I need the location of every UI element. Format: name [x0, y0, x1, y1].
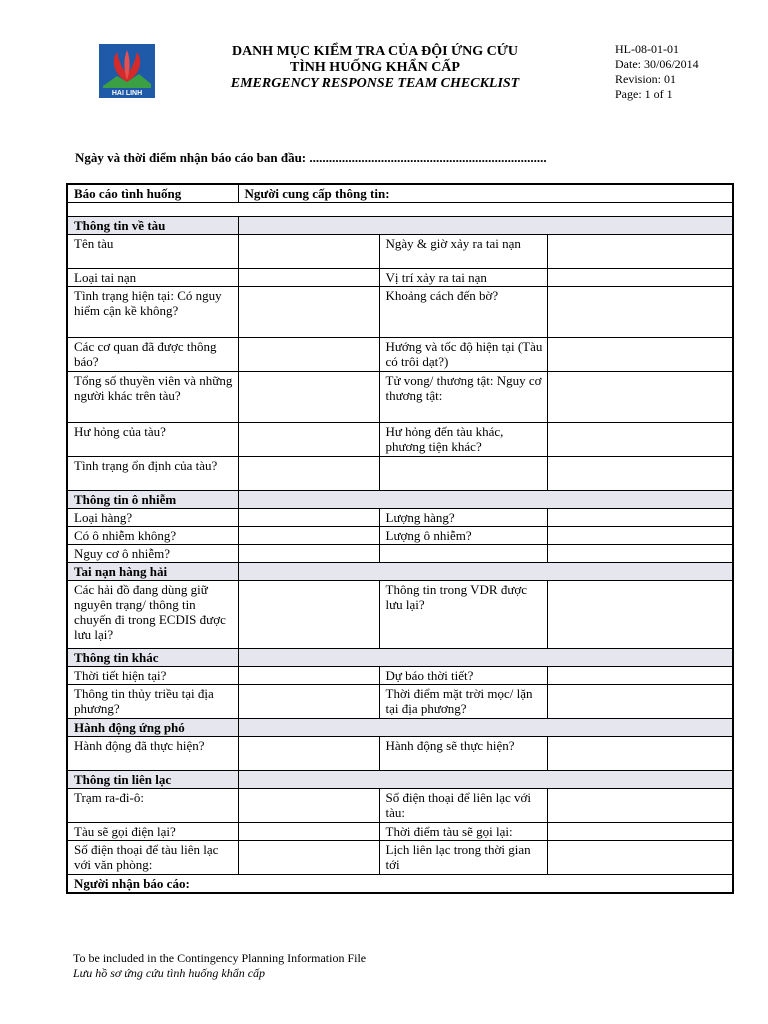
doc-date: Date: 30/06/2014 — [615, 57, 699, 71]
label-cargo-quantity: Lượng hàng? — [379, 509, 547, 527]
value-callback[interactable] — [238, 823, 379, 841]
empty-cell[interactable] — [547, 545, 733, 563]
section-row — [67, 563, 733, 581]
title-vietnamese-line1: DANH MỤC KIỂM TRA CỦA ĐỘI ỨNG CỨU — [231, 44, 519, 59]
title-english: EMERGENCY RESPONSE TEAM CHECKLIST — [230, 76, 520, 91]
section-row — [67, 491, 733, 509]
logo-wordmark: HAI LINH — [111, 90, 143, 97]
label-forecast: Dự báo thời tiết? — [379, 667, 547, 685]
doc-page: Page: 1 of 1 — [615, 87, 673, 101]
value-distance-to-shore[interactable] — [547, 287, 733, 338]
footer-vietnamese: Lưu hồ sơ ứng cứu tình huống khẩn cấp — [73, 966, 266, 980]
header-informant: Người cung cấp thông tin: — [238, 184, 733, 203]
footer — [73, 951, 366, 981]
table-row — [67, 545, 733, 563]
label-callback-time: Thời điểm tàu sẽ gọi lại: — [379, 823, 547, 841]
label-pollution: Có ô nhiễm không? — [67, 527, 238, 545]
footer-english: To be included in the Contingency Planning Information File — [73, 951, 367, 965]
value-actions-taken[interactable] — [238, 737, 379, 771]
value-other-damage[interactable] — [547, 423, 733, 457]
section-response-actions: Hành động ứng phó — [67, 719, 238, 737]
label-pollution-risk: Nguy cơ ô nhiễm? — [67, 545, 238, 563]
label-stability: Tình trạng ổn định của tàu? — [67, 457, 238, 491]
value-callback-time[interactable] — [547, 823, 733, 841]
label-contact-schedule: Lịch liên lạc trong thời gian tới — [379, 841, 547, 875]
initial-report-fill-line: ......................................................................... — [309, 150, 547, 165]
label-current-status: Tình trạng hiện tại: Có nguy hiểm cận kề không? — [67, 287, 238, 338]
section-contact-info: Thông tin liên lạc — [67, 771, 238, 789]
section-ship-info: Thông tin về tàu — [67, 217, 238, 235]
value-vdr[interactable] — [547, 581, 733, 649]
doc-revision: Revision: 01 — [615, 72, 677, 86]
table-row — [67, 667, 733, 685]
label-callback: Tàu sẽ gọi điện lại? — [67, 823, 238, 841]
value-stability[interactable] — [238, 457, 379, 491]
table-row — [67, 269, 733, 287]
section-row — [67, 719, 733, 737]
value-sunrise-sunset[interactable] — [547, 685, 733, 719]
label-other-damage: Hư hỏng đến tàu khác, phương tiện khác? — [379, 423, 547, 457]
table-row — [67, 423, 733, 457]
table-row — [67, 581, 733, 649]
table-row — [67, 875, 733, 894]
value-crew-total[interactable] — [238, 372, 379, 423]
value-radio-station[interactable] — [238, 789, 379, 823]
label-charts-ecdis: Các hải đồ đang dùng giữ nguyên trạng/ thông tin chuyến đi trong ECDIS được lưu lại? — [67, 581, 238, 649]
value-accident-type[interactable] — [238, 269, 379, 287]
empty-cell[interactable] — [379, 545, 547, 563]
label-authorities-notified: Các cơ quan đã được thông báo? — [67, 338, 238, 372]
label-radio-station: Trạm ra-đi-ô: — [67, 789, 238, 823]
value-pollution-quantity[interactable] — [547, 527, 733, 545]
value-incident-time[interactable] — [547, 235, 733, 269]
value-pollution[interactable] — [238, 527, 379, 545]
label-vdr: Thông tin trong VDR được lưu lại? — [379, 581, 547, 649]
value-ship-damage[interactable] — [238, 423, 379, 457]
label-incident-time: Ngày & giờ xảy ra tai nạn — [379, 235, 547, 269]
table-row — [67, 685, 733, 719]
value-incident-location[interactable] — [547, 269, 733, 287]
company-logo — [99, 44, 155, 98]
label-tide: Thông tin thủy triều tại địa phương? — [67, 685, 238, 719]
label-pollution-quantity: Lượng ô nhiễm? — [379, 527, 547, 545]
value-casualties[interactable] — [547, 372, 733, 423]
table-row — [67, 235, 733, 269]
table-row — [67, 737, 733, 771]
spacer-row — [67, 203, 733, 217]
label-sunrise-sunset: Thời điểm mặt trời mọc/ lặn tại địa phương? — [379, 685, 547, 719]
doc-code: HL-08-01-01 — [615, 42, 679, 56]
value-cargo-type[interactable] — [238, 509, 379, 527]
value-forecast[interactable] — [547, 667, 733, 685]
section-marine-accident: Tai nạn hàng hải — [67, 563, 238, 581]
label-ship-name: Tên tàu — [67, 235, 238, 269]
section-row — [67, 649, 733, 667]
initial-report-time — [75, 150, 547, 166]
value-weather[interactable] — [238, 667, 379, 685]
value-actions-planned[interactable] — [547, 737, 733, 771]
label-actions-taken: Hành động đã thực hiện? — [67, 737, 238, 771]
value-current-status[interactable] — [238, 287, 379, 338]
label-distance-to-shore: Khoảng cách đến bờ? — [379, 287, 547, 338]
label-ship-phone: Số điện thoại để liên lạc với tàu: — [379, 789, 547, 823]
table-row — [67, 789, 733, 823]
label-crew-total: Tổng số thuyền viên và những người khác trên tàu? — [67, 372, 238, 423]
table-row — [67, 338, 733, 372]
section-row — [67, 771, 733, 789]
value-authorities-notified[interactable] — [238, 338, 379, 372]
label-office-phone: Số điện thoại để tàu liên lạc với văn phòng: — [67, 841, 238, 875]
title-vietnamese-line2: TÌNH HUỐNG KHẨN CẤP — [290, 60, 460, 75]
value-cargo-quantity[interactable] — [547, 509, 733, 527]
value-office-phone[interactable] — [238, 841, 379, 875]
table-header-row — [67, 184, 733, 203]
table-row — [67, 823, 733, 841]
label-heading-speed: Hướng và tốc độ hiện tại (Tàu có trôi dạt?) — [379, 338, 547, 372]
table-row — [67, 509, 733, 527]
label-ship-damage: Hư hỏng của tàu? — [67, 423, 238, 457]
initial-report-label: Ngày và thời điểm nhận báo cáo ban đầu: — [75, 150, 307, 165]
value-heading-speed[interactable] — [547, 338, 733, 372]
header-situation-report: Báo cáo tình huống — [67, 184, 238, 203]
value-pollution-risk[interactable] — [238, 545, 379, 563]
table-row — [67, 457, 733, 491]
value-contact-schedule[interactable] — [547, 841, 733, 875]
section-pollution: Thông tin ô nhiễm — [67, 491, 238, 509]
value-ship-phone[interactable] — [547, 789, 733, 823]
value-charts-ecdis[interactable] — [238, 581, 379, 649]
table-row — [67, 372, 733, 423]
table-row — [67, 527, 733, 545]
label-accident-type: Loại tai nạn — [67, 269, 238, 287]
table-row — [67, 841, 733, 875]
label-report-receiver: Người nhận báo cáo: — [67, 875, 733, 894]
value-tide[interactable] — [238, 685, 379, 719]
label-actions-planned: Hành động sẽ thực hiện? — [379, 737, 547, 771]
table-row — [67, 287, 733, 338]
label-cargo-type: Loại hàng? — [67, 509, 238, 527]
label-weather: Thời tiết hiện tại? — [67, 667, 238, 685]
empty-cell[interactable] — [379, 457, 547, 491]
label-incident-location: Vị trí xảy ra tai nạn — [379, 269, 547, 287]
empty-cell[interactable] — [547, 457, 733, 491]
section-other-info: Thông tin khác — [67, 649, 238, 667]
section-row — [67, 217, 733, 235]
document-title — [195, 44, 555, 92]
document-info — [615, 42, 699, 102]
label-casualties: Tử vong/ thương tật: Nguy cơ thương tật: — [379, 372, 547, 423]
value-ship-name[interactable] — [238, 235, 379, 269]
checklist-table — [66, 183, 734, 894]
